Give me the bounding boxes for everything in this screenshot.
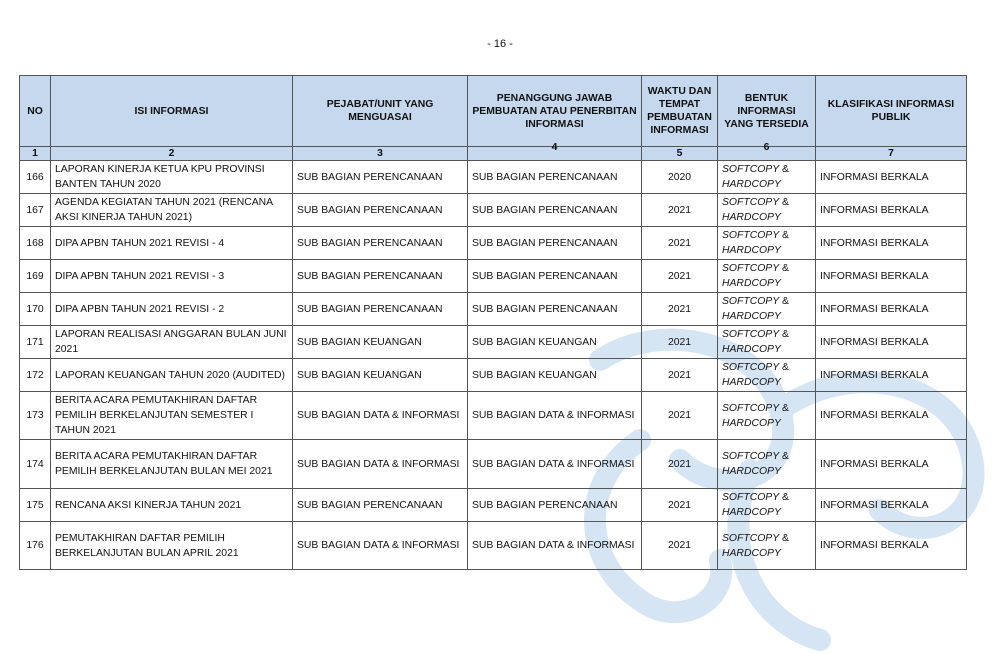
isi-informasi-cell: BERITA ACARA PEMUTAKHIRAN DAFTAR PEMILIH BERKELANJUTAN SEMESTER I TAHUN 2021 [51, 392, 293, 440]
table-header-row [20, 76, 967, 147]
format-separator: & [779, 164, 789, 175]
klasifikasi-cell: INFORMASI BERKALA [816, 489, 967, 522]
isi-informasi-cell: LAPORAN REALISASI ANGGARAN BULAN JUNI 2021 [51, 326, 293, 359]
format-separator: & [779, 492, 789, 503]
waktu-cell: 2021 [642, 392, 718, 440]
row-number: 167 [20, 194, 51, 227]
table-row [20, 260, 967, 293]
klasifikasi-cell: INFORMASI BERKALA [816, 260, 967, 293]
table-row [20, 227, 967, 260]
table-row [20, 359, 967, 392]
softcopy-label: SOFTCOPY [722, 451, 780, 462]
pejabat-unit-cell: SUB BAGIAN KEUANGAN [293, 326, 468, 359]
format-separator: & [779, 532, 789, 544]
header-bentuk-informasi: BENTUK INFORMASI YANG TERSEDIA [718, 76, 816, 147]
row-number: 172 [20, 359, 51, 392]
isi-informasi-cell: RENCANA AKSI KINERJA TAHUN 2021 [51, 489, 293, 522]
pejabat-unit-cell: SUB BAGIAN DATA & INFORMASI [293, 392, 468, 440]
format-separator: & [779, 197, 789, 208]
column-number: 5 [642, 147, 718, 161]
softcopy-label: SOFTCOPY [722, 197, 780, 208]
isi-informasi-cell: BERITA ACARA PEMUTAKHIRAN DAFTAR PEMILIH BERKELANJUTAN BULAN MEI 2021 [51, 440, 293, 489]
table-row [20, 293, 967, 326]
hardcopy-label: HARDCOPY [722, 278, 781, 289]
pejabat-unit-cell: SUB BAGIAN KEUANGAN [293, 359, 468, 392]
hardcopy-label: HARDCOPY [722, 344, 781, 355]
softcopy-label: SOFTCOPY [722, 492, 780, 503]
waktu-cell: 2021 [642, 326, 718, 359]
pejabat-unit-cell: SUB BAGIAN PERENCANAAN [293, 161, 468, 194]
bentuk-informasi-cell [718, 260, 816, 293]
klasifikasi-cell: INFORMASI BERKALA [816, 522, 967, 570]
format-separator: & [779, 263, 789, 274]
pejabat-unit-cell: SUB BAGIAN DATA & INFORMASI [293, 522, 468, 570]
format-separator: & [779, 402, 789, 414]
penanggung-jawab-cell: SUB BAGIAN PERENCANAAN [468, 293, 642, 326]
row-number: 174 [20, 440, 51, 489]
column-number: 3 [293, 147, 468, 161]
row-number: 168 [20, 227, 51, 260]
column-number: 7 [816, 147, 967, 161]
klasifikasi-cell: INFORMASI BERKALA [816, 194, 967, 227]
column-number-row [20, 147, 967, 161]
softcopy-label: SOFTCOPY [722, 532, 780, 544]
isi-informasi-cell: DIPA APBN TAHUN 2021 REVISI - 2 [51, 293, 293, 326]
row-number: 173 [20, 392, 51, 440]
pejabat-unit-cell: SUB BAGIAN PERENCANAAN [293, 260, 468, 293]
penanggung-jawab-cell: SUB BAGIAN PERENCANAAN [468, 194, 642, 227]
penanggung-jawab-cell: SUB BAGIAN PERENCANAAN [468, 489, 642, 522]
header-klasifikasi: KLASIFIKASI INFORMASI PUBLIK [816, 76, 967, 147]
bentuk-informasi-cell [718, 194, 816, 227]
pejabat-unit-cell: SUB BAGIAN PERENCANAAN [293, 227, 468, 260]
isi-informasi-cell: LAPORAN KEUANGAN TAHUN 2020 (AUDITED) [51, 359, 293, 392]
penanggung-jawab-cell: SUB BAGIAN DATA & INFORMASI [468, 522, 642, 570]
table-row [20, 326, 967, 359]
table-row [20, 161, 967, 194]
hardcopy-label: HARDCOPY [722, 417, 781, 429]
row-number: 176 [20, 522, 51, 570]
hardcopy-label: HARDCOPY [722, 212, 781, 223]
header-waktu-tempat: WAKTU DAN TEMPAT PEMBUATAN INFORMASI [642, 76, 718, 147]
hardcopy-label: HARDCOPY [722, 466, 781, 477]
waktu-cell: 2021 [642, 359, 718, 392]
table-row [20, 522, 967, 570]
waktu-cell: 2021 [642, 522, 718, 570]
table-row [20, 392, 967, 440]
header-no: NO [20, 76, 51, 147]
pejabat-unit-cell: SUB BAGIAN PERENCANAAN [293, 293, 468, 326]
waktu-cell: 2021 [642, 293, 718, 326]
bentuk-informasi-cell [718, 227, 816, 260]
softcopy-label: SOFTCOPY [722, 296, 780, 307]
bentuk-informasi-cell [718, 440, 816, 489]
hardcopy-label: HARDCOPY [722, 547, 781, 559]
softcopy-label: SOFTCOPY [722, 263, 780, 274]
softcopy-label: SOFTCOPY [722, 362, 780, 373]
hardcopy-label: HARDCOPY [722, 311, 781, 322]
row-number: 170 [20, 293, 51, 326]
format-separator: & [779, 296, 789, 307]
format-separator: & [779, 362, 789, 373]
format-separator: & [779, 451, 789, 462]
isi-informasi-cell: PEMUTAKHIRAN DAFTAR PEMILIH BERKELANJUTAN BULAN APRIL 2021 [51, 522, 293, 570]
softcopy-label: SOFTCOPY [722, 230, 780, 241]
bentuk-informasi-cell [718, 161, 816, 194]
hardcopy-label: HARDCOPY [722, 507, 781, 518]
waktu-cell: 2021 [642, 260, 718, 293]
penanggung-jawab-cell: SUB BAGIAN PERENCANAAN [468, 260, 642, 293]
klasifikasi-cell: INFORMASI BERKALA [816, 161, 967, 194]
row-number: 169 [20, 260, 51, 293]
bentuk-informasi-cell [718, 359, 816, 392]
penanggung-jawab-cell: SUB BAGIAN PERENCANAAN [468, 227, 642, 260]
softcopy-label: SOFTCOPY [722, 164, 780, 175]
header-pejabat-unit: PEJABAT/UNIT YANG MENGUASAI [293, 76, 468, 147]
bentuk-informasi-cell [718, 293, 816, 326]
klasifikasi-cell: INFORMASI BERKALA [816, 359, 967, 392]
waktu-cell: 2020 [642, 161, 718, 194]
pejabat-unit-cell: SUB BAGIAN PERENCANAAN [293, 194, 468, 227]
table-row [20, 440, 967, 489]
bentuk-informasi-cell [718, 489, 816, 522]
hardcopy-label: HARDCOPY [722, 179, 781, 190]
column-number: 2 [51, 147, 293, 161]
waktu-cell: 2021 [642, 194, 718, 227]
table-row [20, 194, 967, 227]
isi-informasi-cell: DIPA APBN TAHUN 2021 REVISI - 4 [51, 227, 293, 260]
isi-informasi-cell: DIPA APBN TAHUN 2021 REVISI - 3 [51, 260, 293, 293]
penanggung-jawab-cell: SUB BAGIAN DATA & INFORMASI [468, 440, 642, 489]
klasifikasi-cell: INFORMASI BERKALA [816, 440, 967, 489]
hardcopy-label: HARDCOPY [722, 377, 781, 388]
penanggung-jawab-cell: SUB BAGIAN PERENCANAAN [468, 161, 642, 194]
column-number: 6 [718, 147, 816, 161]
page-number: - 16 - [487, 38, 513, 50]
row-number: 171 [20, 326, 51, 359]
column-number: 4 [468, 147, 642, 161]
softcopy-label: SOFTCOPY [722, 329, 780, 340]
header-penanggung-jawab: PENANGGUNG JAWAB PEMBUATAN ATAU PENERBITAN INFORMASI [468, 76, 642, 147]
klasifikasi-cell: INFORMASI BERKALA [816, 293, 967, 326]
format-separator: & [779, 329, 789, 340]
penanggung-jawab-cell: SUB BAGIAN KEUANGAN [468, 326, 642, 359]
information-table [19, 75, 967, 570]
pejabat-unit-cell: SUB BAGIAN DATA & INFORMASI [293, 440, 468, 489]
waktu-cell: 2021 [642, 440, 718, 489]
bentuk-informasi-cell [718, 326, 816, 359]
hardcopy-label: HARDCOPY [722, 245, 781, 256]
pejabat-unit-cell: SUB BAGIAN PERENCANAAN [293, 489, 468, 522]
waktu-cell: 2021 [642, 489, 718, 522]
column-number: 1 [20, 147, 51, 161]
klasifikasi-cell: INFORMASI BERKALA [816, 227, 967, 260]
klasifikasi-cell: INFORMASI BERKALA [816, 392, 967, 440]
klasifikasi-cell: INFORMASI BERKALA [816, 326, 967, 359]
header-isi-informasi: ISI INFORMASI [51, 76, 293, 147]
isi-informasi-cell: AGENDA KEGIATAN TAHUN 2021 (RENCANA AKSI KINERJA TAHUN 2021) [51, 194, 293, 227]
row-number: 175 [20, 489, 51, 522]
isi-informasi-cell: LAPORAN KINERJA KETUA KPU PROVINSI BANTEN TAHUN 2020 [51, 161, 293, 194]
waktu-cell: 2021 [642, 227, 718, 260]
penanggung-jawab-cell: SUB BAGIAN KEUANGAN [468, 359, 642, 392]
row-number: 166 [20, 161, 51, 194]
softcopy-label: SOFTCOPY [722, 402, 780, 414]
bentuk-informasi-cell [718, 392, 816, 440]
bentuk-informasi-cell [718, 522, 816, 570]
format-separator: & [779, 230, 789, 241]
penanggung-jawab-cell: SUB BAGIAN DATA & INFORMASI [468, 392, 642, 440]
table-row [20, 489, 967, 522]
